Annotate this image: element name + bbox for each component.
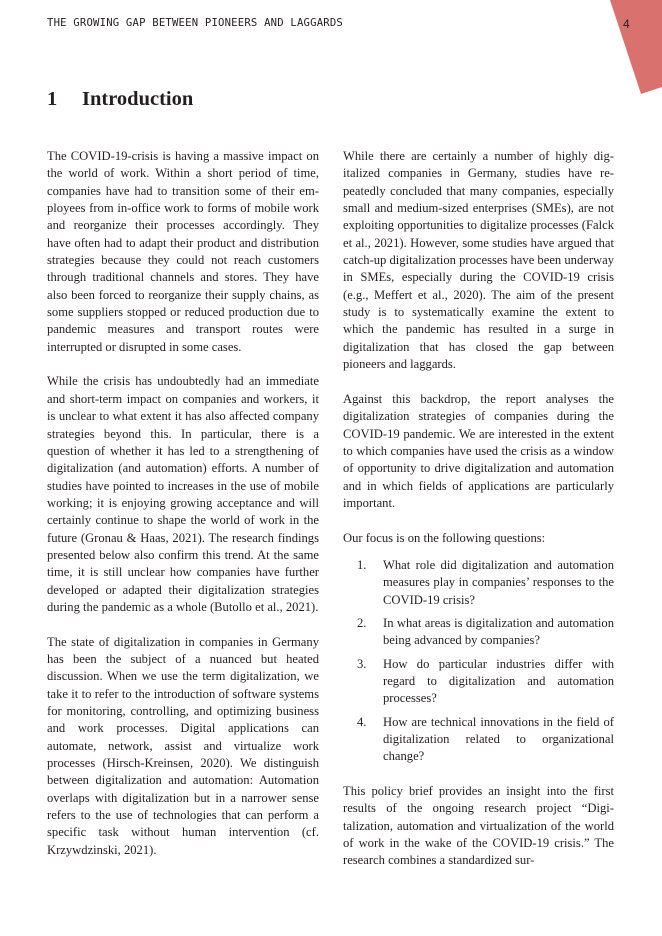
paragraph: Against this backdrop, the report analyses the digitalization strategies of companies during the COVID-19 pandemic. We are interested in the extent to which companies have used the crisis as a window of opportunity to drive digitalization and automation and in which fields of applications are particularly important. bbox=[343, 391, 614, 510]
section-heading bbox=[47, 88, 193, 111]
list-item-text: How do particular industries differ with regard to digitalization and automation processes? bbox=[383, 656, 614, 706]
section-number: 1 bbox=[47, 88, 58, 110]
list-item-text: How are technical innovations in the field of digitalization related to organizational change? bbox=[383, 714, 614, 764]
paragraph: The state of digitalization in companies in Germany has been the subject of a nuanced but heated discussion. When we use the term digitalization, we take it to refer to the introduction of software systems for monitoring, controlling, and optimizing business and work processes. Digital applications can automate, network, assist and virtualize work processes (Hirsch-Kreinsen, 2020). We distinguish between digitalization and automation: Automation overlaps with digitalization but in a narrower sense refers to the use of technologies that can perform a specific task without human intervention (cf. Krzywdzinski, 2021). bbox=[47, 634, 319, 857]
research-questions-list bbox=[343, 557, 614, 766]
paragraph: The COVID-19-crisis is having a massive impact on the world of work. Within a short period of time, companies have had to transition some of their employees from in-office work to forms of mobile work and reorganize their processes accordingly. They have often had to adapt their product and distribution strategies because they could not reach customers through traditional channels and stores. They have also been forced to reorganize their supply chains, as some suppliers stopped or reduced production due to pandemic measures and transport routes were interrupted or disrupted in some cases. bbox=[47, 149, 319, 354]
paragraph: This policy brief provides an insight into the first results of the ongoing research project “Digitalization, automation and virtualization of the world of work in the wake of the COVID-19 crisis.” The research combines a standardized sur- bbox=[343, 784, 614, 868]
corner-accent-tab bbox=[0, 0, 662, 100]
running-header-title: THE GROWING GAP BETWEEN PIONEERS AND LAGGARDS bbox=[47, 17, 344, 29]
list-item-number: 1. bbox=[357, 557, 367, 572]
paragraph: While there are certainly a number of highly digitalized companies in Germany, studies have repeatedly concluded that many companies, especially small and medium-sized enterprises (SMEs), are not exploiting opportunities to digitalize processes (Falck et al., 2021). However, some studies have argued that catch-up digitalization processes have been underway in SMEs, especially during the COVID-19 crisis (e.g., Meffert et al., 2020). The aim of the present study is to systematically examine the extent to which the pandemic has resulted in a surge in digitalization that has closed the gap between pioneers and laggards. bbox=[343, 149, 615, 372]
section-title: Introduction bbox=[82, 88, 194, 110]
left-column bbox=[47, 148, 319, 876]
list-item-number: 4. bbox=[357, 714, 367, 729]
paragraph: While the crisis has undoubtedly had an immediate and short-term impact on companies and workers, it is unclear to what extent it has also affected company strategies beyond this. In particular, there is a question of whether it has led to a strengthening of digitalization (and automation) efforts. A number of studies have pointed to increases in the use of mobile working; it is enjoying growing acceptance and will certainly continue to shape the world of work in the future (Gronau & Haas, 2021). The research findings presented below also confirm this trend. At the same time, it is still unclear how companies have further developed or adapted their digitalization strategies during the pandemic as a whole (Butollo et al., 2021). bbox=[47, 374, 319, 614]
list-item-number: 2. bbox=[357, 615, 367, 630]
paragraph: Our focus is on the following questions: bbox=[343, 530, 546, 545]
list-item-text: In what areas is digitalization and automation being advanced by companies? bbox=[383, 615, 614, 648]
page-number: 4 bbox=[623, 17, 630, 31]
list-item-number: 3. bbox=[357, 656, 367, 671]
right-column bbox=[343, 148, 614, 887]
list-item bbox=[343, 615, 614, 650]
list-item-text: What role did digitalization and automation measures play in companies’ responses to the COVID-19 crisis? bbox=[383, 557, 614, 607]
list-item bbox=[343, 714, 614, 766]
list-item bbox=[343, 656, 614, 708]
list-item bbox=[343, 557, 614, 609]
